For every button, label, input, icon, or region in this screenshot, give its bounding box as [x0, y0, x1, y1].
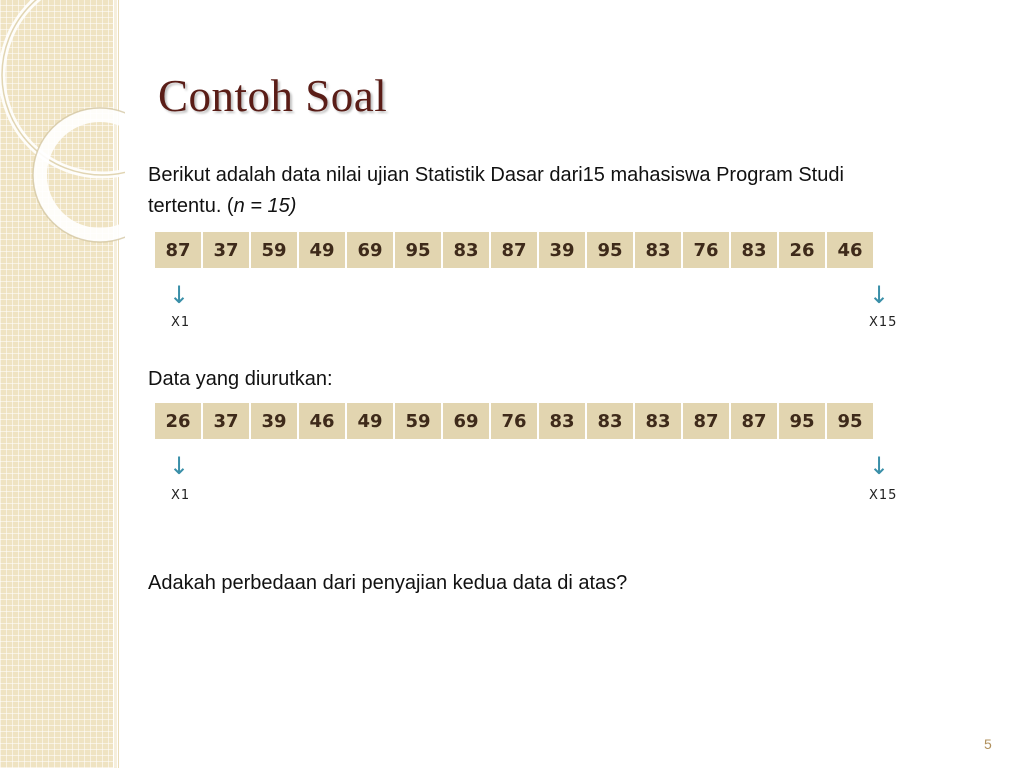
raw-data-cell: 95 [586, 231, 634, 269]
sorted-data-cell: 83 [634, 402, 682, 440]
raw-data-cell: 39 [538, 231, 586, 269]
sorted-data-heading: Data yang diurutkan: [148, 368, 333, 390]
raw-data-table [153, 230, 875, 270]
arrow-down-icon: ↓ [169, 281, 190, 309]
sorted-data-cell: 76 [490, 402, 538, 440]
raw-data-cell: 87 [154, 231, 202, 269]
sorted-data-cell: 26 [154, 402, 202, 440]
n-symbol: n [233, 195, 245, 217]
page-number: 5 [984, 736, 992, 752]
last-index-label: X15 [869, 488, 898, 503]
first-index-label: X1 [171, 488, 191, 503]
arrow-down-icon: ↓ [869, 452, 890, 480]
arrow-down-icon: ↓ [869, 281, 890, 309]
sorted-data-cell: 95 [778, 402, 826, 440]
slide-title: Contoh Soal [158, 71, 388, 121]
sorted-data-cell: 87 [682, 402, 730, 440]
n-close: ) [289, 195, 297, 217]
raw-data-cell: 83 [634, 231, 682, 269]
sorted-data-cell: 95 [826, 402, 874, 440]
raw-data-cell: 87 [490, 231, 538, 269]
sorted-data-table [153, 401, 875, 441]
raw-data-cell: 76 [682, 231, 730, 269]
sorted-data-cell: 69 [442, 402, 490, 440]
arrow-down-icon: ↓ [169, 452, 190, 480]
sorted-data-cell: 83 [538, 402, 586, 440]
first-index-label: X1 [171, 315, 191, 330]
n-value: 15 [267, 195, 290, 217]
sorted-data-cell: 59 [394, 402, 442, 440]
n-equals: = [244, 195, 268, 217]
sorted-data-cell: 49 [346, 402, 394, 440]
last-index-label: X15 [869, 315, 898, 330]
sorted-data-cell: 39 [250, 402, 298, 440]
intro-text: Berikut adalah data nilai ujian Statistik Dasar dari15 mahasiswa Program Studi tertentu. ( [148, 164, 844, 217]
raw-data-cell: 95 [394, 231, 442, 269]
raw-data-cell: 26 [778, 231, 826, 269]
sorted-data-row [154, 402, 874, 440]
raw-data-cell: 83 [442, 231, 490, 269]
raw-data-cell: 83 [730, 231, 778, 269]
decorative-circles [0, 0, 125, 300]
question-text: Adakah perbedaan dari penyajian kedua data di atas? [148, 572, 628, 594]
raw-data-row [154, 231, 874, 269]
sorted-data-cell: 83 [586, 402, 634, 440]
intro-paragraph [148, 160, 908, 222]
sorted-data-cell: 87 [730, 402, 778, 440]
sorted-data-cell: 46 [298, 402, 346, 440]
raw-data-cell: 49 [298, 231, 346, 269]
raw-data-cell: 69 [346, 231, 394, 269]
raw-data-cell: 46 [826, 231, 874, 269]
raw-data-cell: 59 [250, 231, 298, 269]
sorted-data-cell: 37 [202, 402, 250, 440]
raw-data-cell: 37 [202, 231, 250, 269]
